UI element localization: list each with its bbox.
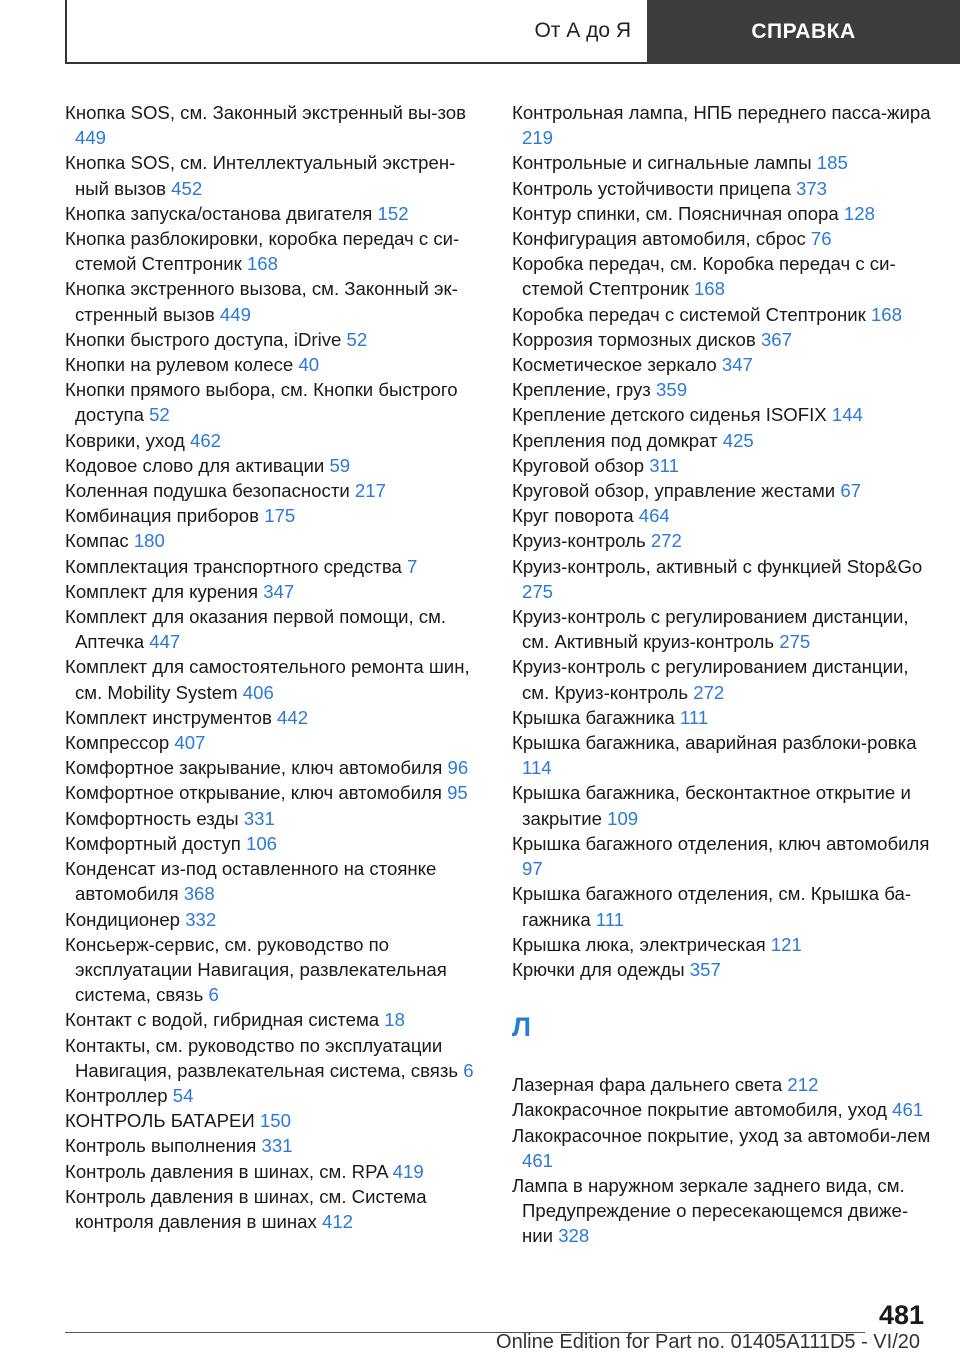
index-entry — [512, 251, 932, 301]
index-entry — [65, 755, 485, 780]
index-entry — [512, 730, 932, 780]
index-entry-page-link[interactable]: 461 — [892, 1099, 924, 1121]
index-entry — [512, 503, 932, 528]
index-entry — [512, 478, 932, 503]
index-entry-page-link[interactable]: 464 — [638, 505, 670, 527]
index-entry — [512, 654, 932, 704]
index-entry-text: Крепление детского сиденья ISOFIX — [512, 404, 827, 426]
index-entry — [65, 579, 485, 604]
index-entry-text: Крышка багажника — [512, 706, 675, 728]
index-entry — [65, 1108, 485, 1133]
index-entry-page-link[interactable]: 109 — [607, 807, 639, 829]
index-entry-text: Комфортное закрывание, ключ автомобиля — [65, 757, 443, 779]
index-entry-page-link[interactable]: 52 — [149, 404, 170, 426]
index-entry-page-link[interactable]: 52 — [346, 328, 368, 350]
index-entry-page-link[interactable]: 152 — [377, 202, 409, 224]
index-entry-text: Коробка передач с системой Стептроник — [512, 303, 866, 325]
index-entry-page-link[interactable]: 447 — [149, 631, 181, 653]
index-entry-page-link[interactable]: 121 — [770, 933, 802, 955]
index-entry-text: Кнопка запуска/останова двигателя — [65, 202, 373, 224]
index-entry-text: Комплект инструментов — [65, 706, 272, 728]
index-entry — [65, 1133, 485, 1158]
index-entry — [512, 150, 932, 175]
index-entry — [512, 402, 932, 427]
index-entry-page-link[interactable]: 114 — [522, 757, 552, 779]
index-entry-page-link[interactable]: 76 — [810, 228, 832, 250]
index-entry-text: Лампа в наружном зеркале заднего вида, см. Предупреждение о пересекающемся движе-нии — [512, 1174, 909, 1247]
index-entry — [512, 201, 932, 226]
index-entry-page-link[interactable]: 168 — [693, 278, 725, 300]
index-entry — [65, 780, 485, 805]
index-entry-text: Комплект для самостоятельного ремонта шин, см. Mobility System — [65, 656, 470, 703]
index-entry — [512, 327, 932, 352]
index-entry-text: Коленная подушка безопасности — [65, 480, 350, 502]
index-entry-page-link[interactable]: 168 — [870, 303, 902, 325]
index-entry-page-link[interactable]: 272 — [693, 681, 725, 703]
index-entry — [512, 528, 932, 553]
index-entry-text: Консьерж-сервис, см. руководство по эксплуатации Навигация, развлекательная система, связь — [65, 933, 447, 1006]
index-entry — [512, 176, 932, 201]
index-entry-page-link[interactable]: 347 — [263, 580, 295, 602]
index-entry-text: Крышка багажного отделения, см. Крышка ба-гажника — [512, 883, 912, 930]
index-entry-page-link[interactable]: 373 — [795, 177, 827, 199]
index-entry — [65, 654, 485, 704]
index-entry-page-link[interactable]: 111 — [595, 908, 625, 930]
index-entry — [512, 1072, 932, 1097]
index-entry — [65, 528, 485, 553]
index-entry — [65, 730, 485, 755]
index-entry-page-link[interactable]: 106 — [245, 832, 278, 854]
index-entry — [65, 1083, 485, 1108]
index-entry-text: Кнопка SOS, см. Законный экстренный вы-зов — [65, 102, 467, 123]
index-entry — [512, 226, 932, 251]
index-entry-page-link[interactable]: 332 — [185, 908, 217, 930]
index-entry-text: Круиз-контроль — [512, 530, 646, 552]
index-entry — [65, 226, 485, 276]
index-entry-page-link[interactable]: 331 — [261, 1135, 293, 1157]
index-entry-page-link[interactable]: 185 — [816, 152, 848, 174]
index-entry — [512, 352, 932, 377]
index-entry-text: Коврики, уход — [65, 429, 185, 451]
index-entry-text: Комфортный доступ — [65, 832, 241, 854]
index-entry — [512, 604, 932, 654]
index-entry-text: Косметическое зеркало — [512, 354, 717, 376]
index-entry-page-link[interactable]: 212 — [787, 1074, 819, 1096]
index-entry-page-link[interactable]: 462 — [189, 429, 222, 451]
index-entry-page-link[interactable]: 461 — [522, 1149, 554, 1171]
index-entry-page-link[interactable]: 331 — [243, 807, 275, 829]
index-entry-text: Круиз-контроль с регулированием дистанции, см. Круиз-контроль — [512, 656, 909, 703]
index-entry — [512, 957, 932, 982]
index-entry-text: Комфортное открывание, ключ автомобиля — [65, 782, 442, 804]
index-entry-page-link[interactable]: 442 — [277, 706, 309, 728]
index-entry-text: КОНТРОЛЬ БАТАРЕИ — [65, 1110, 255, 1132]
index-entry-page-link[interactable]: 6 — [208, 984, 219, 1006]
index-entry-page-link[interactable]: 357 — [689, 958, 721, 980]
tab-reference[interactable]: СПРАВКА — [647, 0, 960, 64]
index-entry-page-link[interactable]: 144 — [831, 404, 863, 426]
index-entry-text: Крышка багажного отделения, ключ автомобиля — [512, 832, 930, 854]
index-entry — [65, 1007, 485, 1032]
index-entry-text: Лакокрасочное покрытие, уход за автомоби-лем — [512, 1124, 931, 1146]
index-entry-page-link[interactable]: 40 — [298, 354, 320, 376]
index-entry-text: Комплектация транспортного средства — [65, 555, 402, 577]
index-entry-page-link[interactable]: 7 — [407, 555, 418, 577]
index-entry-text: Крышка багажника, аварийная разблоки-ровка — [512, 732, 917, 754]
index-entry-text: Контрольные и сигнальные лампы — [512, 152, 812, 174]
index-entry — [65, 276, 485, 326]
index-entry — [65, 352, 485, 377]
index-entry — [65, 100, 485, 150]
index-entry — [512, 881, 932, 931]
index-entry-text: Компас — [65, 530, 129, 552]
index-entry-text: Конфигурация автомобиля, сброс — [512, 228, 806, 250]
index-entry-text: Крепления под домкрат — [512, 429, 718, 451]
index-entry — [65, 428, 485, 453]
index-entry-text: Коробка передач, см. Коробка передач с си-стемой Стептроник — [512, 253, 896, 300]
index-entry-text: Комфортность езды — [65, 807, 239, 829]
index-entry-text: Контакт с водой, гибридная система — [65, 1009, 380, 1031]
index-entry-page-link[interactable]: 412 — [321, 1210, 354, 1232]
index-entry-text: Кнопки на рулевом колесе — [65, 354, 294, 376]
index-entry-page-link[interactable]: 368 — [183, 883, 215, 905]
index-entry-page-link[interactable]: 367 — [760, 328, 792, 350]
index-entry — [65, 1184, 485, 1234]
index-entry-text: Компрессор — [65, 732, 170, 754]
index-entry-text: Контроль давления в шинах, см. Система контроля давления в шинах — [65, 1185, 427, 1232]
index-entry-text: Крышка багажника, бесконтактное открытие и закрытие — [512, 782, 911, 829]
index-entry-page-link[interactable]: 54 — [172, 1084, 194, 1106]
index-entry-text: Коррозия тормозных дисков — [512, 328, 756, 350]
index-entry-text: Конденсат из-под оставленного на стоянке автомобиля — [65, 858, 437, 905]
index-entry-page-link[interactable]: 217 — [354, 480, 386, 502]
index-entry-text: Контроллер — [65, 1084, 168, 1106]
index-entry — [512, 428, 932, 453]
index-entry — [512, 1123, 932, 1173]
index-entry — [65, 1159, 485, 1184]
index-entry-text: Крючки для одежды — [512, 958, 685, 980]
index-entry-text: Контур спинки, см. Поясничная опора — [512, 202, 839, 224]
index-entry-text: Круиз-контроль, активный с функцией Stop&Go — [512, 555, 923, 577]
index-entry-text: Круг поворота — [512, 505, 634, 527]
index-entry-text: Круиз-контроль с регулированием дистанции, см. Активный круиз-контроль — [512, 606, 909, 653]
index-entry-text: Контрольная лампа, НПБ переднего пасса-жира — [512, 102, 931, 123]
index-entry-text: Кондиционер — [65, 908, 181, 930]
index-entry — [65, 932, 485, 1008]
index-entry — [65, 705, 485, 730]
index-entry — [512, 377, 932, 402]
index-entry — [65, 327, 485, 352]
page-number: 481 — [878, 1300, 924, 1330]
index-entry-text: Кнопки быстрого доступа, iDrive — [65, 328, 342, 350]
index-entry-page-link[interactable]: 67 — [840, 480, 862, 502]
header-tabs — [65, 0, 960, 64]
index-entry-text: Крепление, груз — [512, 379, 651, 401]
index-entry — [65, 453, 485, 478]
index-entry — [65, 604, 485, 654]
index-entry-text: Лазерная фара дальнего света — [512, 1074, 783, 1096]
index-entry-text: Контакты, см. руководство по эксплуатации Навигация, развлекательная система, связь — [65, 1034, 459, 1081]
index-entry-page-link[interactable]: 272 — [650, 530, 682, 552]
index-entry-page-link[interactable]: 6 — [463, 1059, 474, 1081]
index-column-left — [65, 100, 485, 1234]
index-entry-text: Кнопка разблокировки, коробка передач с си-стемой Стептроник — [65, 228, 460, 275]
index-entry-text: Комбинация приборов — [65, 505, 260, 527]
index-entry-page-link[interactable]: 425 — [722, 429, 754, 451]
index-entry-text: Кнопка экстренного вызова, см. Законный эк-стренный вызов — [65, 278, 458, 325]
index-entry — [65, 150, 485, 200]
index-entry — [65, 1033, 485, 1083]
index-entry-page-link[interactable]: 452 — [171, 177, 203, 199]
index-entry-page-link[interactable]: 18 — [384, 1009, 405, 1031]
tab-a-to-z[interactable]: От А до Я — [65, 0, 647, 64]
index-entry — [512, 705, 932, 730]
index-entry-page-link[interactable]: 328 — [558, 1225, 590, 1247]
index-entry-text: Комплект для курения — [65, 580, 259, 602]
index-entry — [65, 831, 485, 856]
index-entry — [65, 907, 485, 932]
index-entry-text: Кнопка SOS, см. Интеллектуальный экстрен-ный вызов — [65, 152, 456, 199]
index-entry-page-link[interactable]: 449 — [219, 303, 251, 325]
index-entry-page-link[interactable]: 359 — [656, 379, 688, 401]
index-entry — [512, 453, 932, 478]
index-entry-page-link[interactable]: 419 — [392, 1160, 424, 1182]
index-entry — [512, 554, 932, 604]
index-entry-text: Контроль устойчивости прицепа — [512, 177, 791, 199]
index-entry-page-link[interactable]: 168 — [246, 253, 278, 275]
index-entry — [65, 856, 485, 906]
index-entry — [512, 831, 932, 881]
index-entry-text: Контроль выполнения — [65, 1135, 257, 1157]
index-entry-page-link[interactable]: 311 — [649, 454, 679, 476]
index-entry-text: Кодовое слово для активации — [65, 454, 325, 476]
index-entry-page-link[interactable]: 95 — [447, 782, 468, 804]
index-entry-page-link[interactable]: 59 — [329, 454, 351, 476]
index-entry-page-link[interactable]: 449 — [75, 127, 107, 149]
index-entry-text: Кнопки прямого выбора, см. Кнопки быстрого доступа — [65, 379, 458, 426]
index-entry — [65, 806, 485, 831]
index-entry — [65, 377, 485, 427]
index-entry-text: Круговой обзор, управление жестами — [512, 480, 836, 502]
index-entry-text: Комплект для оказания первой помощи, см. Аптечка — [65, 606, 447, 653]
index-entry-page-link[interactable]: 219 — [522, 127, 554, 149]
index-entry — [65, 554, 485, 579]
section-letter-heading: Л — [512, 1012, 531, 1043]
index-entry-page-link[interactable]: 150 — [259, 1110, 291, 1132]
index-entry-text: Круговой обзор — [512, 454, 645, 476]
index-entry — [512, 780, 932, 830]
index-entry-page-link[interactable]: 275 — [779, 631, 811, 653]
index-entry — [512, 932, 932, 957]
index-entry — [512, 1173, 932, 1249]
index-entry-page-link[interactable]: 347 — [721, 354, 753, 376]
index-entry-page-link[interactable]: 128 — [843, 202, 875, 224]
index-entry-page-link[interactable]: 111 — [679, 706, 709, 728]
index-entry — [65, 478, 485, 503]
index-entry-page-link[interactable]: 97 — [522, 858, 543, 880]
index-entry-page-link[interactable]: 275 — [522, 580, 554, 602]
index-entry-page-link[interactable]: 406 — [242, 681, 274, 703]
index-entry-page-link[interactable]: 407 — [174, 732, 206, 754]
index-entry-page-link[interactable]: 180 — [133, 530, 165, 552]
index-entry — [65, 201, 485, 226]
index-entry — [512, 302, 932, 327]
index-entry-text: Лакокрасочное покрытие автомобиля, уход — [512, 1099, 887, 1121]
index-entry — [512, 1097, 932, 1122]
index-entry-page-link[interactable]: 96 — [447, 757, 469, 779]
index-entry-text: Крышка люка, электрическая — [512, 933, 766, 955]
index-entry-page-link[interactable]: 175 — [264, 505, 296, 527]
index-column-right — [512, 100, 932, 1249]
index-entry — [512, 100, 932, 150]
index-entry-text: Контроль давления в шинах, см. RPA — [65, 1160, 388, 1182]
footer-edition: Online Edition for Part no. 01405A111D5 - VI/20 — [496, 1331, 920, 1353]
index-entry — [65, 503, 485, 528]
